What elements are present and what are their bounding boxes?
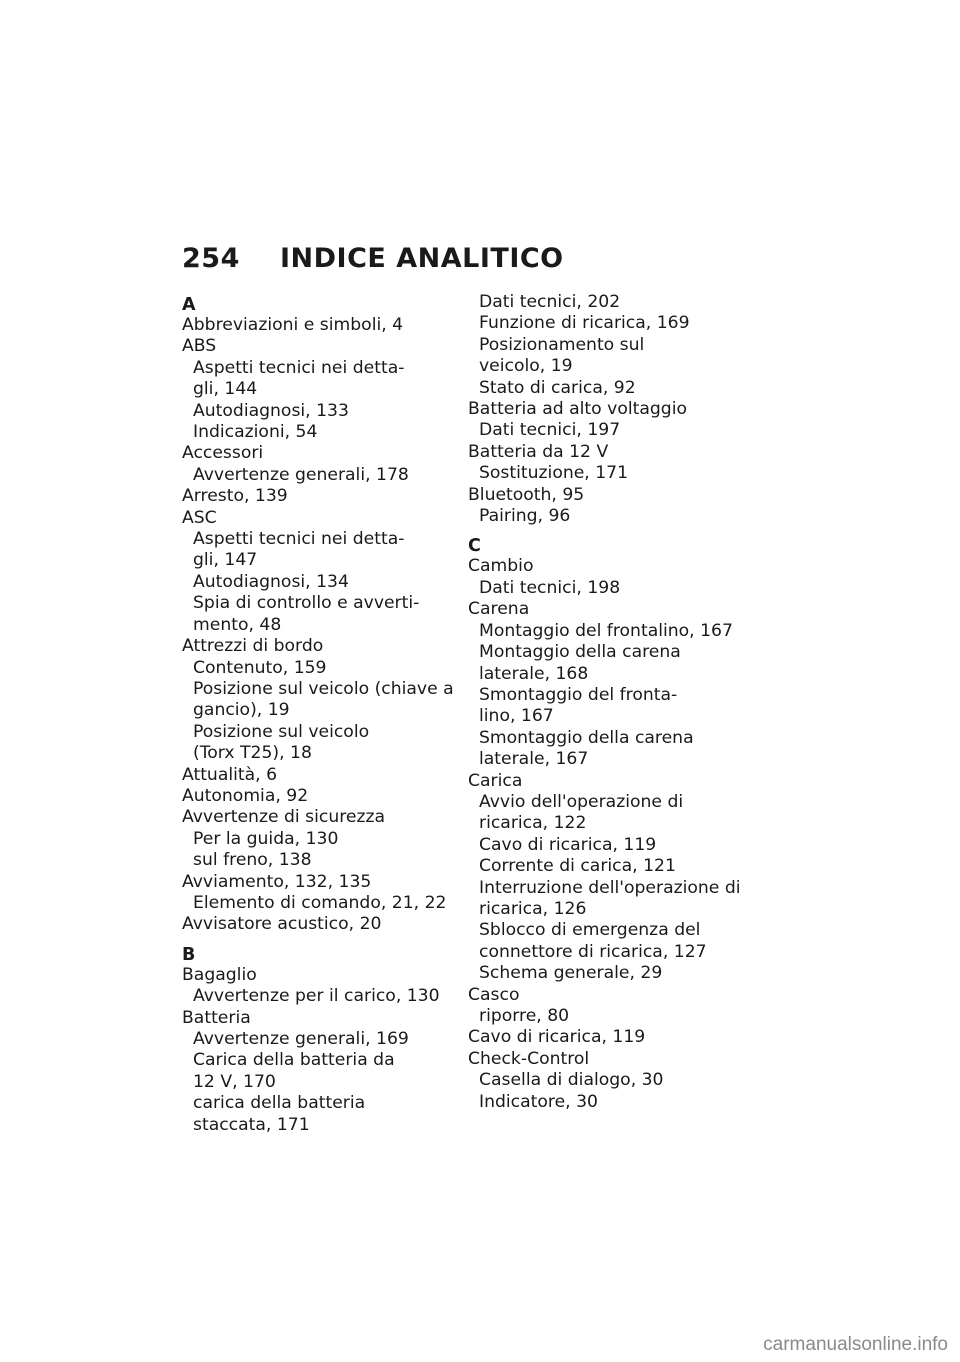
index-subentry: Montaggio della carena	[479, 642, 681, 663]
index-subentry: Dati tecnici, 202	[479, 292, 621, 312]
index-subentry: connettore di ricarica, 127	[479, 941, 707, 962]
index-entry: Cavo di ricarica, 119	[468, 1027, 646, 1048]
index-subentry: Indicazioni, 54	[193, 422, 318, 443]
index-subentry: Avvertenze per il carico, 130	[193, 986, 440, 1007]
index-entry: Check-Control	[468, 1048, 590, 1069]
index-subentry: Cavo di ricarica, 119	[479, 834, 657, 855]
index-subentry: Aspetti tecnici nei detta-	[193, 357, 405, 378]
index-subentry: Spia di controllo e avverti-	[193, 593, 420, 614]
index-column-left	[182, 292, 452, 1136]
index-subentry: Casella di dialogo, 30	[479, 1070, 664, 1091]
index-subentry: Posizionamento sul	[479, 334, 645, 355]
index-entry: Attrezzi di bordo	[182, 636, 324, 657]
index-subentry: Carica della batteria da	[193, 1050, 395, 1071]
section-gap	[468, 527, 748, 533]
index-subentry: riporre, 80	[479, 1006, 570, 1026]
index-subentry: Contenuto, 159	[193, 657, 327, 678]
index-entry: Avviamento, 132, 135	[182, 871, 372, 892]
section-letter: C	[468, 536, 481, 557]
index-entry: Bagaglio	[182, 964, 257, 985]
index-subentry: ricarica, 122	[479, 813, 587, 834]
index-entry: Autonomia, 92	[182, 785, 309, 806]
index-subentry: Montaggio del frontalino, 167	[479, 620, 733, 641]
index-subentry: Smontaggio del fronta-	[479, 684, 678, 705]
section-gap	[182, 936, 452, 942]
index-subentry: Avvertenze generali, 169	[193, 1029, 409, 1049]
index-subentry: staccata, 171	[193, 1114, 310, 1135]
section-letter: A	[182, 295, 196, 315]
index-subentry: Elemento di comando, 21, 22	[193, 892, 447, 913]
index-subentry: Aspetti tecnici nei detta-	[193, 529, 405, 550]
index-subentry: Stato di carica, 92	[479, 377, 636, 398]
index-subentry: lino, 167	[479, 706, 554, 727]
index-subentry: Corrente di carica, 121	[479, 856, 676, 877]
index-subentry: mento, 48	[193, 614, 282, 635]
index-entry: Carica	[468, 770, 523, 791]
index-subentry: Per la guida, 130	[193, 828, 339, 849]
index-subentry: Autodiagnosi, 133	[193, 400, 349, 421]
index-subentry: Posizione sul veicolo (chiave a	[193, 678, 454, 699]
index-subentry: Schema generale, 29	[479, 963, 663, 984]
index-subentry: carica della batteria	[193, 1093, 366, 1114]
index-subentry: Sostituzione, 171	[479, 463, 629, 484]
index-column-right	[468, 292, 748, 1113]
section-letter: B	[182, 944, 196, 965]
index-entry: Arresto, 139	[182, 486, 288, 507]
index-subentry: gancio), 19	[193, 700, 290, 721]
index-entry: Batteria ad alto voltaggio	[468, 399, 687, 420]
index-entry: ASC	[182, 507, 217, 528]
index-subentry: ricarica, 126	[479, 898, 587, 919]
index-subentry: 12 V, 170	[193, 1071, 276, 1092]
index-subentry: Avvio dell'operazione di	[479, 791, 684, 812]
index-subentry: Pairing, 96	[479, 506, 571, 527]
index-entry: Casco	[468, 984, 520, 1005]
index-subentry: Interruzione dell'operazione di	[479, 877, 741, 898]
index-subentry: laterale, 168	[479, 663, 589, 684]
index-subentry: Smontaggio della carena	[479, 727, 694, 748]
page-title: INDICE ANALITICO	[280, 243, 564, 274]
index-subentry: gli, 144	[193, 379, 258, 400]
index-entry: Avvisatore acustico, 20	[182, 914, 382, 935]
index-entry: Batteria	[182, 1007, 251, 1028]
index-entry: Accessori	[182, 443, 264, 464]
index-subentry: veicolo, 19	[479, 356, 573, 377]
page-header	[182, 243, 564, 274]
index-entry: Carena	[468, 599, 530, 620]
index-subentry: (Torx T25), 18	[193, 743, 312, 764]
index-entry: Attualità, 6	[182, 764, 278, 785]
index-subentry: Sblocco di emergenza del	[479, 920, 701, 941]
watermark-link[interactable]: carmanualsonline.info	[763, 1334, 948, 1355]
index-entry: Cambio	[468, 556, 534, 577]
index-entry: Abbreviazioni e simboli, 4	[182, 315, 404, 335]
index-subentry: Dati tecnici, 198	[479, 577, 621, 598]
index-subentry: Indicatore, 30	[479, 1091, 598, 1112]
index-subentry: laterale, 167	[479, 749, 589, 770]
index-subentry: Avvertenze generali, 178	[193, 464, 409, 485]
index-entry: Avvertenze di sicurezza	[182, 807, 386, 828]
index-subentry: Posizione sul veicolo	[193, 721, 370, 742]
page-number: 254	[182, 243, 240, 274]
index-subentry: Dati tecnici, 197	[479, 420, 621, 441]
index-entry: ABS	[182, 336, 217, 357]
index-subentry: Autodiagnosi, 134	[193, 571, 349, 592]
index-subentry: gli, 147	[193, 550, 258, 571]
index-subentry: sul freno, 138	[193, 850, 312, 871]
index-subentry: Funzione di ricarica, 169	[479, 313, 690, 334]
index-entry: Bluetooth, 95	[468, 484, 585, 505]
index-entry: Batteria da 12 V	[468, 441, 609, 462]
